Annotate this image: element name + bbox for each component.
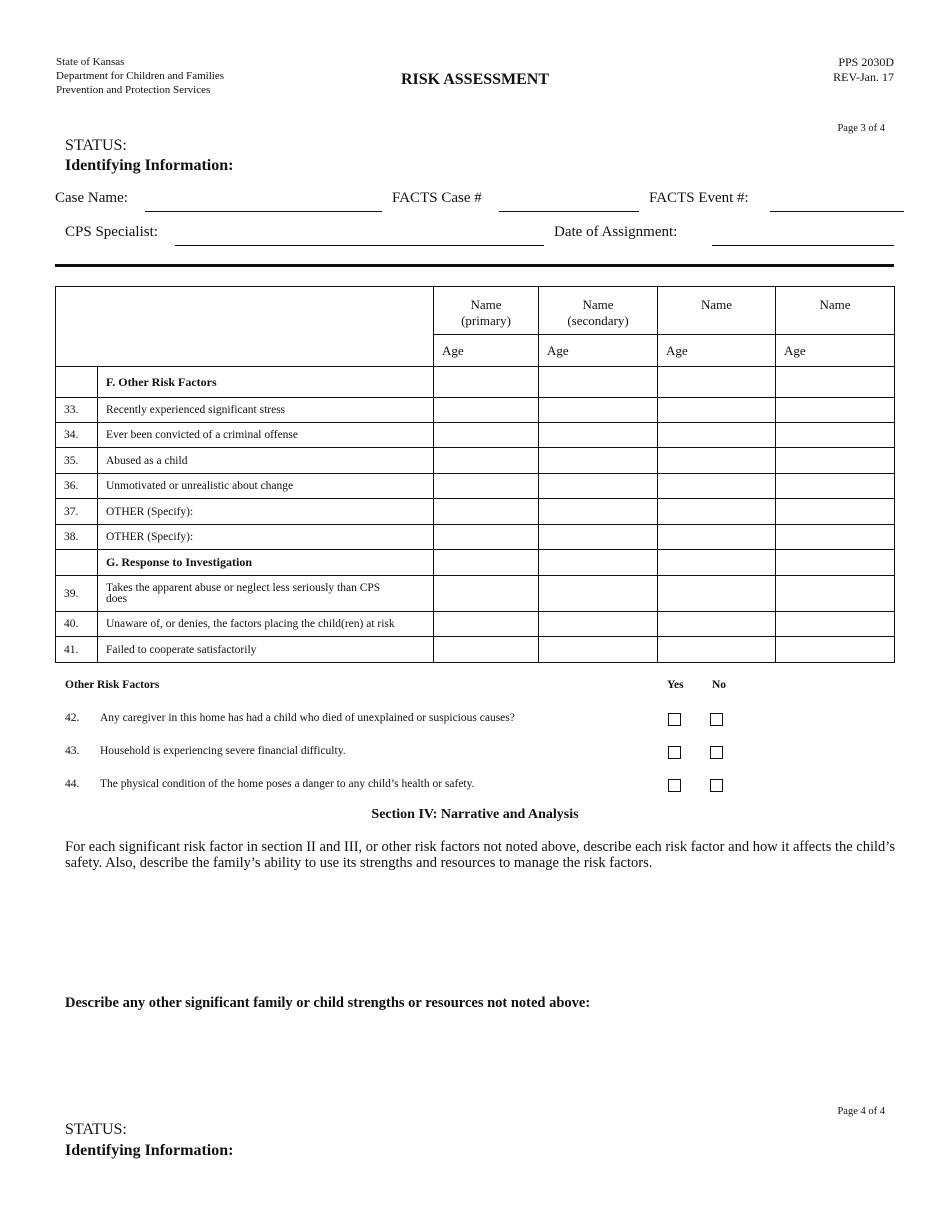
question-number: 44.	[65, 778, 80, 790]
section-4-heading: Section IV: Narrative and Analysis	[371, 807, 579, 822]
question-text: Any caregiver in this home has had a child who died of unexplained or suspicious causes?	[100, 712, 515, 724]
cps-specialist-label: CPS Specialist:	[65, 224, 158, 240]
form-title: RISK ASSESSMENT	[400, 71, 550, 88]
table-row: 35. Abused as a child	[56, 448, 895, 474]
yes-checkbox[interactable]	[668, 746, 681, 759]
section-g-row	[56, 550, 895, 576]
section-f-heading: F. Other Risk Factors	[98, 367, 434, 398]
case-name-field[interactable]	[145, 211, 382, 212]
no-checkbox[interactable]	[710, 713, 723, 726]
col-name-primary: Name (primary)	[434, 287, 539, 335]
page-number-4: Page 4 of 4	[837, 1106, 885, 1117]
case-name-label: Case Name:	[55, 190, 128, 206]
question-text: Household is experiencing severe financial difficulty.	[100, 745, 346, 757]
facts-event-field[interactable]	[770, 211, 904, 212]
age-secondary: Age	[539, 335, 658, 367]
col-name-4: Name	[776, 287, 895, 335]
page-number: Page 3 of 4	[837, 123, 885, 134]
other-risk-heading: Other Risk Factors	[65, 679, 160, 691]
yes-column-label: Yes	[667, 679, 684, 691]
table-row: 34. Ever been convicted of a criminal offense	[56, 423, 895, 448]
status-label-4: STATUS:	[65, 1121, 127, 1138]
form-number: PPS 2030D	[838, 55, 894, 69]
narrative-instructions: For each significant risk factor in section II and III, or other risk factors not noted above, describe each risk factor and how it affects the child’s safety. Also, describe the family’s ability to use its strengths and resources to manage the risk factors.	[65, 839, 895, 871]
cps-specialist-field[interactable]	[175, 245, 544, 246]
date-assignment-label: Date of Assignment:	[554, 224, 678, 240]
question-text: The physical condition of the home poses a danger to any child’s health or safety.	[100, 778, 475, 790]
identifying-info-heading: Identifying Information:	[65, 157, 234, 174]
section-f-row	[56, 367, 895, 398]
age-3: Age	[658, 335, 776, 367]
no-column-label: No	[712, 679, 727, 691]
yes-checkbox[interactable]	[668, 779, 681, 792]
no-checkbox[interactable]	[710, 746, 723, 759]
table-row: 40. Unaware of, or denies, the factors placing the child(ren) at risk	[56, 612, 895, 637]
col-name-secondary: Name (secondary)	[539, 287, 658, 335]
form-revision: REV-Jan. 17	[833, 70, 894, 84]
risk-factor-table	[55, 286, 895, 663]
agency-state: State of Kansas	[56, 56, 125, 68]
facts-case-label: FACTS Case #	[392, 190, 482, 206]
table-row: 37. OTHER (Specify):	[56, 499, 895, 525]
age-primary: Age	[434, 335, 539, 367]
question-number: 42.	[65, 712, 80, 724]
form-number-block	[833, 55, 894, 85]
section-g-heading: G. Response to Investigation	[98, 550, 434, 576]
table-row: 38. OTHER (Specify):	[56, 525, 895, 550]
col-name-3: Name	[658, 287, 776, 335]
date-assignment-field[interactable]	[712, 245, 894, 246]
no-checkbox[interactable]	[710, 779, 723, 792]
table-corner-cell	[56, 287, 434, 367]
age-4: Age	[776, 335, 895, 367]
table-header-row	[56, 287, 895, 335]
agency-division: Prevention and Protection Services	[56, 84, 211, 96]
identifying-info-heading-4: Identifying Information:	[65, 1142, 234, 1159]
agency-department: Department for Children and Families	[56, 70, 225, 82]
facts-case-field[interactable]	[499, 211, 639, 212]
question-number: 43.	[65, 745, 80, 757]
status-label: STATUS:	[65, 137, 127, 154]
strengths-prompt: Describe any other significant family or child strengths or resources not noted above:	[65, 995, 591, 1011]
table-row: 41. Failed to cooperate satisfactorily	[56, 637, 895, 663]
facts-event-label: FACTS Event #:	[649, 190, 749, 206]
yes-checkbox[interactable]	[668, 713, 681, 726]
table-row: 36. Unmotivated or unrealistic about change	[56, 474, 895, 499]
table-row: 39. Takes the apparent abuse or neglect less seriously than CPS does	[56, 576, 895, 612]
table-row: 33. Recently experienced significant stress	[56, 398, 895, 423]
section-divider	[55, 264, 894, 267]
